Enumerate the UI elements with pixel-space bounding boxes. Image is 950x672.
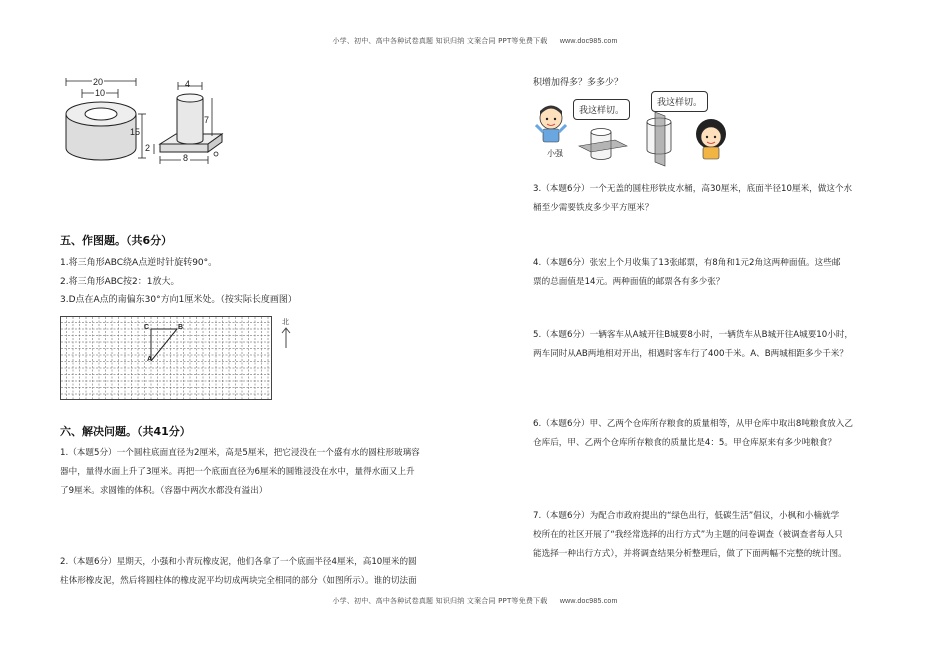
q7-line-1: 7.（本题6分）为配合市政府提出的“绿色出行，低碳生活”倡议，小枫和小楠就学	[533, 511, 840, 521]
right-q5	[533, 326, 853, 364]
page-header	[0, 36, 950, 46]
right-q7	[533, 507, 847, 564]
q4-line-1: 4.（本题6分）张宏上个月收集了13张邮票，有8角和1元2角这两种面值。这些邮	[533, 258, 841, 268]
q1-line-1: 1.（本题5分）一个圆柱底面直径为2厘米，高是5厘米，把它浸没在一个盛有水的圆柱形玻璃容	[60, 448, 420, 458]
point-b-label: B	[178, 324, 184, 331]
right-q4	[533, 254, 840, 292]
block-width-label: 8	[183, 153, 189, 163]
section6-title: 六、解决问题。（共41分）	[60, 425, 191, 438]
q7-line-3: 能选择一种出行方式），并将调查结果分析整理后，做了下面两幅不完整的统计图。	[533, 549, 847, 559]
boy-name-label: 小强	[547, 149, 563, 158]
q1-line-2: 器中，量得水面上升了3厘米。再把一个底面直径为6厘米的圆锥浸没在水中，量得水面又上升	[60, 467, 415, 477]
q3-line-2: 桶至少需要铁皮多少平方厘米？	[533, 203, 654, 213]
ring-figure	[58, 76, 158, 170]
page-footer	[0, 596, 950, 606]
drawing-grid	[60, 316, 272, 400]
q5-line-1: 5.（本题6分）一辆客车从A城开往B城要8小时，一辆货车从B城开往A城要10小时，	[533, 330, 854, 340]
bubble-right: 我这样切。	[651, 91, 708, 112]
q6-line-2: 仓库后，甲、乙两个仓库所存粮食的质量比是4：5。甲仓库原来有多少吨粮食？	[533, 438, 837, 448]
ring-outer-label: 20	[93, 77, 104, 87]
q2-continued: 积增加得多？多多少？	[533, 78, 624, 88]
cylinder-block-figure	[150, 78, 240, 170]
q5-line-2: 两车同时从AB两地相对开出，相遇时客车行了400千米。A、B两城相距多少千米？	[533, 349, 848, 359]
q3-line-1: 3.（本题6分）一个无盖的圆柱形铁皮水桶，高30厘米，底面半径10厘米，做这个水	[533, 184, 853, 194]
q7-line-2: 校所在的社区开展了“我经常选择的出行方式”为主题的问卷调查（被调查者每人只	[533, 530, 843, 540]
point-c-label: C	[144, 324, 150, 331]
boy-figure	[536, 106, 566, 143]
horizontal-cut-cylinder	[579, 129, 627, 160]
section6-q1	[60, 444, 480, 501]
north-label: 北	[282, 319, 289, 326]
q6-line-1: 6.（本题6分）甲、乙两个仓库所存粮食的质量相等，从甲仓库中取出8吨粮食放入乙	[533, 419, 853, 429]
girl-figure	[696, 119, 726, 159]
footer-text: 小学、初中、高中各种试卷真题 知识归纳 文案合同 PPT等免费下载	[332, 597, 548, 605]
section5-item-3: 3.D点在A点的南偏东30°方向1厘米处。（按实际长度画图）	[60, 295, 297, 305]
vertical-cut-cylinder	[647, 112, 671, 166]
right-q6	[533, 415, 853, 453]
q2-line-2: 柱体形橡皮泥，然后将圆柱体的橡皮泥平均切成两块完全相同的部分（如图所示）。谁的切法面	[60, 576, 417, 586]
footer-url[interactable]: www.doc985.com	[559, 598, 618, 605]
header-text: 小学、初中、高中各种试卷真题 知识归纳 文案合同 PPT等免费下载	[332, 37, 548, 45]
point-a-label: A	[147, 356, 153, 363]
right-q3	[533, 180, 852, 218]
q1-line-3: 了9厘米。求圆锥的体积。（容器中两次水都没有溢出）	[60, 486, 268, 496]
section6-q2	[60, 553, 480, 591]
ring-inner-label: 10	[95, 88, 106, 98]
cyl-top-label: 4	[185, 79, 191, 89]
bubble-left: 我这样切。	[573, 99, 630, 120]
section5-item-2: 2.将三角形ABC按2：1放大。	[60, 277, 180, 287]
block-height-label: 2	[145, 143, 151, 153]
header-url[interactable]: www.doc985.com	[559, 38, 618, 45]
q4-line-2: 票的总面值是14元。两种面值的邮票各有多少张？	[533, 277, 725, 287]
section5-title: 五、作图题。（共6分）	[60, 234, 173, 247]
q2-line-1: 2.（本题6分）星期天，小强和小青玩橡皮泥，他们各拿了一个底面半径4厘米，高10厘米的圆	[60, 557, 417, 567]
cyl-height-label: 7	[204, 115, 210, 125]
ring-height-label: 15	[130, 127, 141, 137]
section5-item-1: 1.将三角形ABC绕A点逆时针旋转90°。	[60, 258, 218, 268]
north-arrow-icon	[280, 326, 292, 350]
